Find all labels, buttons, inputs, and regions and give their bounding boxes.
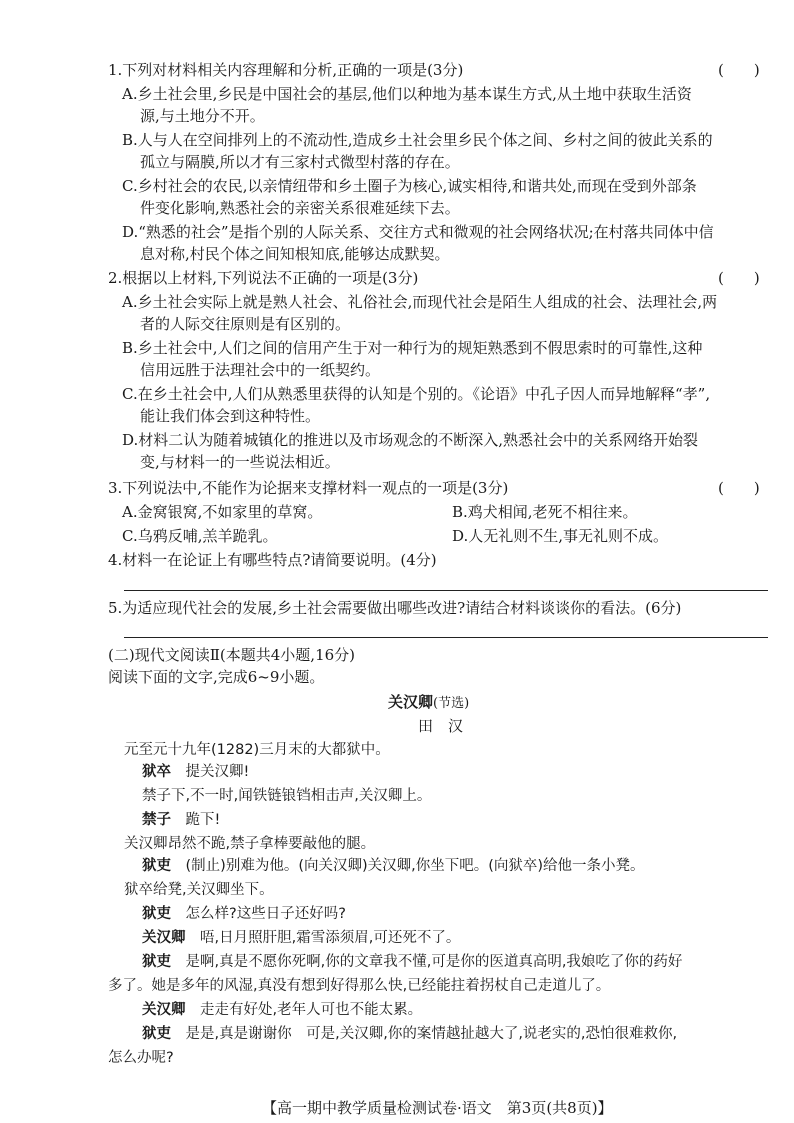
- option-line: 信用远胜于法理社会中的一纸契约。: [140, 361, 381, 379]
- option-line: 孤立与隔膜,所以才有三家村式微型村落的存在。: [140, 153, 460, 171]
- option-line: 息对称,村民个体之间知根知底,能够达成默契。: [140, 245, 450, 263]
- section-heading: (二)现代文阅读Ⅱ(本题共4小题,16分): [108, 646, 356, 664]
- option-line: A.乡土社会里,乡民是中国社会的基层,他们以种地为基本谋生方式,从土地中获取生活资: [122, 85, 692, 103]
- dialogue-line: [142, 928, 460, 948]
- option-line: 者的人际交往原则是有区别的。: [140, 315, 351, 333]
- dialogue-continuation: 怎么办呢?: [108, 1050, 174, 1066]
- speaker: 狱吏: [142, 1026, 171, 1042]
- option-line: 变,与材料一的一些说法相近。: [140, 453, 340, 471]
- dialogue-line: [142, 1024, 677, 1044]
- answer-line: [124, 590, 768, 591]
- dialogue-line: [142, 904, 346, 924]
- question-5-stem: 5.为适应现代社会的发展,乡土社会需要做出哪些改进?请结合材料谈谈你的看法。(6分): [108, 599, 682, 617]
- play-author: 田 汉: [418, 717, 464, 735]
- line-text: 怎么样?这些日子还好吗?: [185, 906, 346, 922]
- option-c: C.乌鸦反哺,羔羊跪乳。: [122, 527, 278, 545]
- stage-direction: 关汉卿昂然不跪,禁子拿棒要敲他的腿。: [124, 836, 376, 852]
- line-text: 是啊,真是不愿你死啊,你的文章我不懂,可是你的医道真高明,我娘吃了你的药好: [185, 954, 683, 970]
- speaker: 关汉卿: [142, 930, 186, 946]
- option-line: D.“熟悉的社会”是指个别的人际关系、交往方式和微观的社会网络状况;在村落共同体中信: [122, 223, 714, 241]
- line-text: 提关汉卿!: [185, 764, 250, 780]
- option-line: B.乡土社会中,人们之间的信用产生于对一种行为的规矩熟悉到不假思索时的可靠性,这种: [122, 339, 703, 357]
- option-d: D.人无礼则不生,事无礼则不成。: [452, 527, 669, 545]
- speaker: 狱卒: [142, 764, 171, 780]
- line-text: (制止)别难为他。(向关汉卿)关汉卿,你坐下吧。(向狱卒)给他一条小凳。: [185, 858, 645, 874]
- speaker: 禁子: [142, 812, 171, 828]
- question-1-stem: 1.下列对材料相关内容理解和分析,正确的一项是(3分): [108, 61, 464, 79]
- speaker: 狱吏: [142, 906, 171, 922]
- speaker: 狱吏: [142, 858, 171, 874]
- question-2-stem: 2.根据以上材料,下列说法不正确的一项是(3分): [108, 269, 419, 287]
- answer-paren: ( ): [718, 269, 760, 287]
- line-text: 走走有好处,老年人可也不能太累。: [200, 1002, 423, 1018]
- option-line: B.人与人在空间排列上的不流动性,造成乡土社会里乡民个体之间、乡村之间的彼此关系的: [122, 131, 713, 149]
- line-text: 跪下!: [185, 812, 221, 828]
- dialogue-line: [142, 952, 682, 972]
- speaker: 狱吏: [142, 954, 171, 970]
- speaker: 关汉卿: [142, 1002, 186, 1018]
- answer-line: [124, 637, 768, 638]
- section-instruction: 阅读下面的文字,完成6~9小题。: [108, 668, 325, 686]
- option-line: C.在乡土社会中,人们从熟悉里获得的认知是个别的。《论语》中孔子因人而异地解释“孝”,: [122, 385, 711, 403]
- dialogue-line: [142, 762, 249, 782]
- answer-paren: ( ): [718, 479, 760, 497]
- play-title-note: (节选): [433, 696, 470, 711]
- dialogue-line: [142, 1000, 422, 1020]
- dialogue-continuation: 多了。她是多年的风湿,真没有想到好得那么快,已经能拄着拐杖自己走道儿了。: [108, 978, 611, 994]
- option-line: 件变化影响,熟悉社会的亲密关系很难延续下去。: [140, 199, 460, 217]
- stage-direction: 元至元十九年(1282)三月末的大都狱中。: [124, 742, 390, 758]
- option-line: 源,与土地分不开。: [140, 107, 265, 125]
- page-footer: 【高一期中教学质量检测试卷·语文 第3页(共8页)】: [262, 1099, 613, 1117]
- line-text: 是是,真是谢谢你 可是,关汉卿,你的案情越扯越大了,说老实的,恐怕很难救你,: [185, 1026, 678, 1042]
- option-a: A.金窝银窝,不如家里的草窝。: [122, 503, 323, 521]
- line-text: 唔,日月照肝胆,霜雪添须眉,可还死不了。: [200, 930, 461, 946]
- stage-direction: 狱卒给凳,关汉卿坐下。: [124, 882, 274, 898]
- option-b: B.鸡犬相闻,老死不相往来。: [452, 503, 638, 521]
- question-3-stem: 3.下列说法中,不能作为论据来支撑材料一观点的一项是(3分): [108, 479, 509, 497]
- play-title-text: 关汉卿: [388, 693, 434, 711]
- option-line: D.材料二认为随着城镇化的推进以及市场观念的不断深入,熟悉社会中的关系网络开始裂: [122, 431, 699, 449]
- option-line: 能让我们体会到这种特性。: [140, 407, 321, 425]
- answer-paren: ( ): [718, 61, 760, 79]
- dialogue-line: [142, 810, 220, 830]
- play-title: [388, 692, 469, 714]
- dialogue-line: [142, 856, 645, 876]
- question-4-stem: 4.材料一在论证上有哪些特点?请简要说明。(4分): [108, 551, 437, 569]
- stage-direction: 禁子下,不一时,闻铁链锒铛相击声,关汉卿上。: [142, 788, 432, 804]
- option-line: C.乡村社会的农民,以亲情纽带和乡土圈子为核心,诚实相待,和谐共处,而现在受到外部条: [122, 177, 697, 195]
- option-line: A.乡土社会实际上就是熟人社会、礼俗社会,而现代社会是陌生人组成的社会、法理社会,两: [122, 293, 718, 311]
